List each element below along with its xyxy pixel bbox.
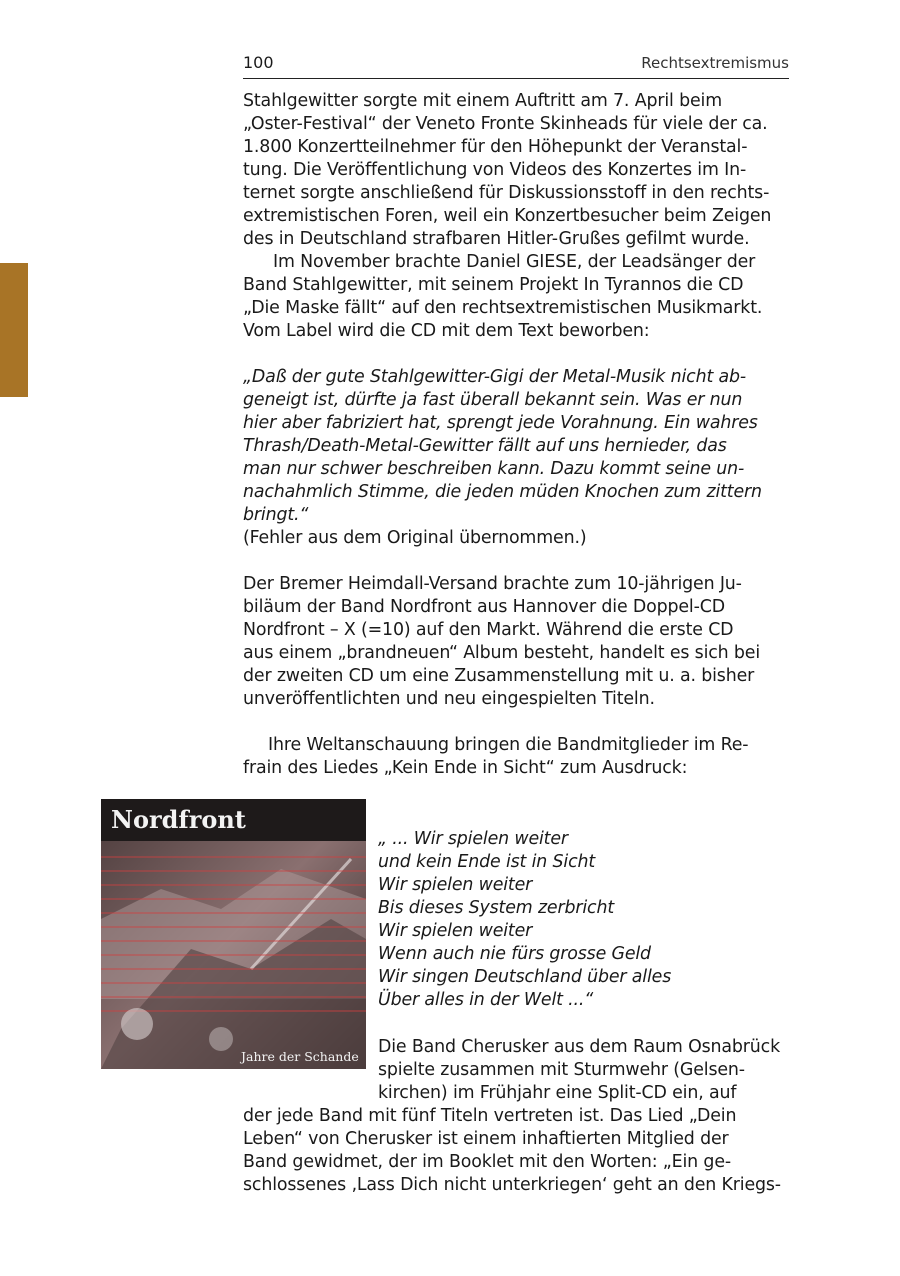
paragraph-2: Im November brachte Daniel GIESE, der Leadsänger der Band Stahlgewitter, mit seinem Projekt In Tyrannos die CD „Die Maske fällt“ auf den rechtsextremistischen Musikmarkt. Vom Label wird die CD mit dem Text beworben: [243, 252, 763, 341]
cd-band-name: Nordfront [111, 805, 246, 834]
quote-note: (Fehler aus dem Original übernommen.) [243, 528, 587, 548]
chapter-tab-marker [0, 263, 28, 397]
page-header [243, 52, 789, 79]
paragraph-5-wrapped: Die Band Cherusker aus dem Raum Osnabrück spielte zusammen mit Sturmwehr (Gelsen- kirchen) im Frühjahr eine Split-CD ein, auf [378, 1037, 780, 1103]
paragraph-5-continued: der jede Band mit fünf Titeln vertreten ist. Das Lied „Dein Leben“ von Cherusker ist einem inhaftierten Mitglied der Band gewidmet, der im Booklet mit den Worten: „Ein ge- schlossenes ‚Lass Dich nicht unterkriegen‘ geht an den Kriegs- [243, 1106, 781, 1195]
paragraph-4: Ihre Weltanschauung bringen die Bandmitglieder im Re- frain des Liedes „Kein Ende in Sicht“ zum Ausdruck: [243, 735, 749, 778]
cd-cover-image [101, 799, 366, 1069]
paragraph-3: Der Bremer Heimdall-Versand brachte zum 10-jährigen Ju- biläum der Band Nordfront aus Hannover die Doppel-CD Nordfront – X (=10) auf den Markt. Während die erste CD aus einem „brandneuen“ Album besteht, handelt es sich bei der zweiten CD um eine Zusammenstellung mit u. a. bisher unveröffentlichten und neu eingespielten Titeln. [243, 574, 761, 709]
body-text-top [243, 90, 791, 780]
page-number: 100 [243, 53, 274, 72]
label-quote: „Daß der gute Stahlgewitter-Gigi der Metal-Musik nicht ab- geneigt ist, dürfte ja fast überall bekannt sein. Was er nun hier aber fabriziert hat, sprengt jede Vorahnung. Ein wahres Thrash/Death-Metal-Gewitter fällt auf uns hernieder, das man nur schwer beschreiben kann. Dazu kommt seine un- nachahmlich Stimme, die jeden müden Knochen zum zittern bringt.“ [243, 367, 762, 525]
cd-album-title: Jahre der Schande [241, 1049, 359, 1064]
running-title: Rechtsextremismus [641, 54, 789, 72]
song-lyrics: „ ... Wir spielen weiter und kein Ende ist in Sicht Wir spielen weiter Bis dieses System zerbricht Wir spielen weiter Wenn auch nie fürs grosse Geld Wir singen Deutschland über alles Über alles in der Welt ...“ [378, 829, 672, 1010]
paragraph-1: Stahlgewitter sorgte mit einem Auftritt am 7. April beim „Oster-Festival“ der Veneto Fronte Skinheads für viele der ca. 1.800 Konzertteilnehmer für den Höhepunkt der Veranstal- tung. Die Veröffentlichung von Videos des Konzertes im In- ternet sorgte anschließend für Diskussionsstoff in den rechts- extremistischen Foren, weil ein Konzertbesucher beim Zeigen des in Deutschland strafbaren Hitler-Grußes gefilmt wurde. [243, 91, 772, 249]
